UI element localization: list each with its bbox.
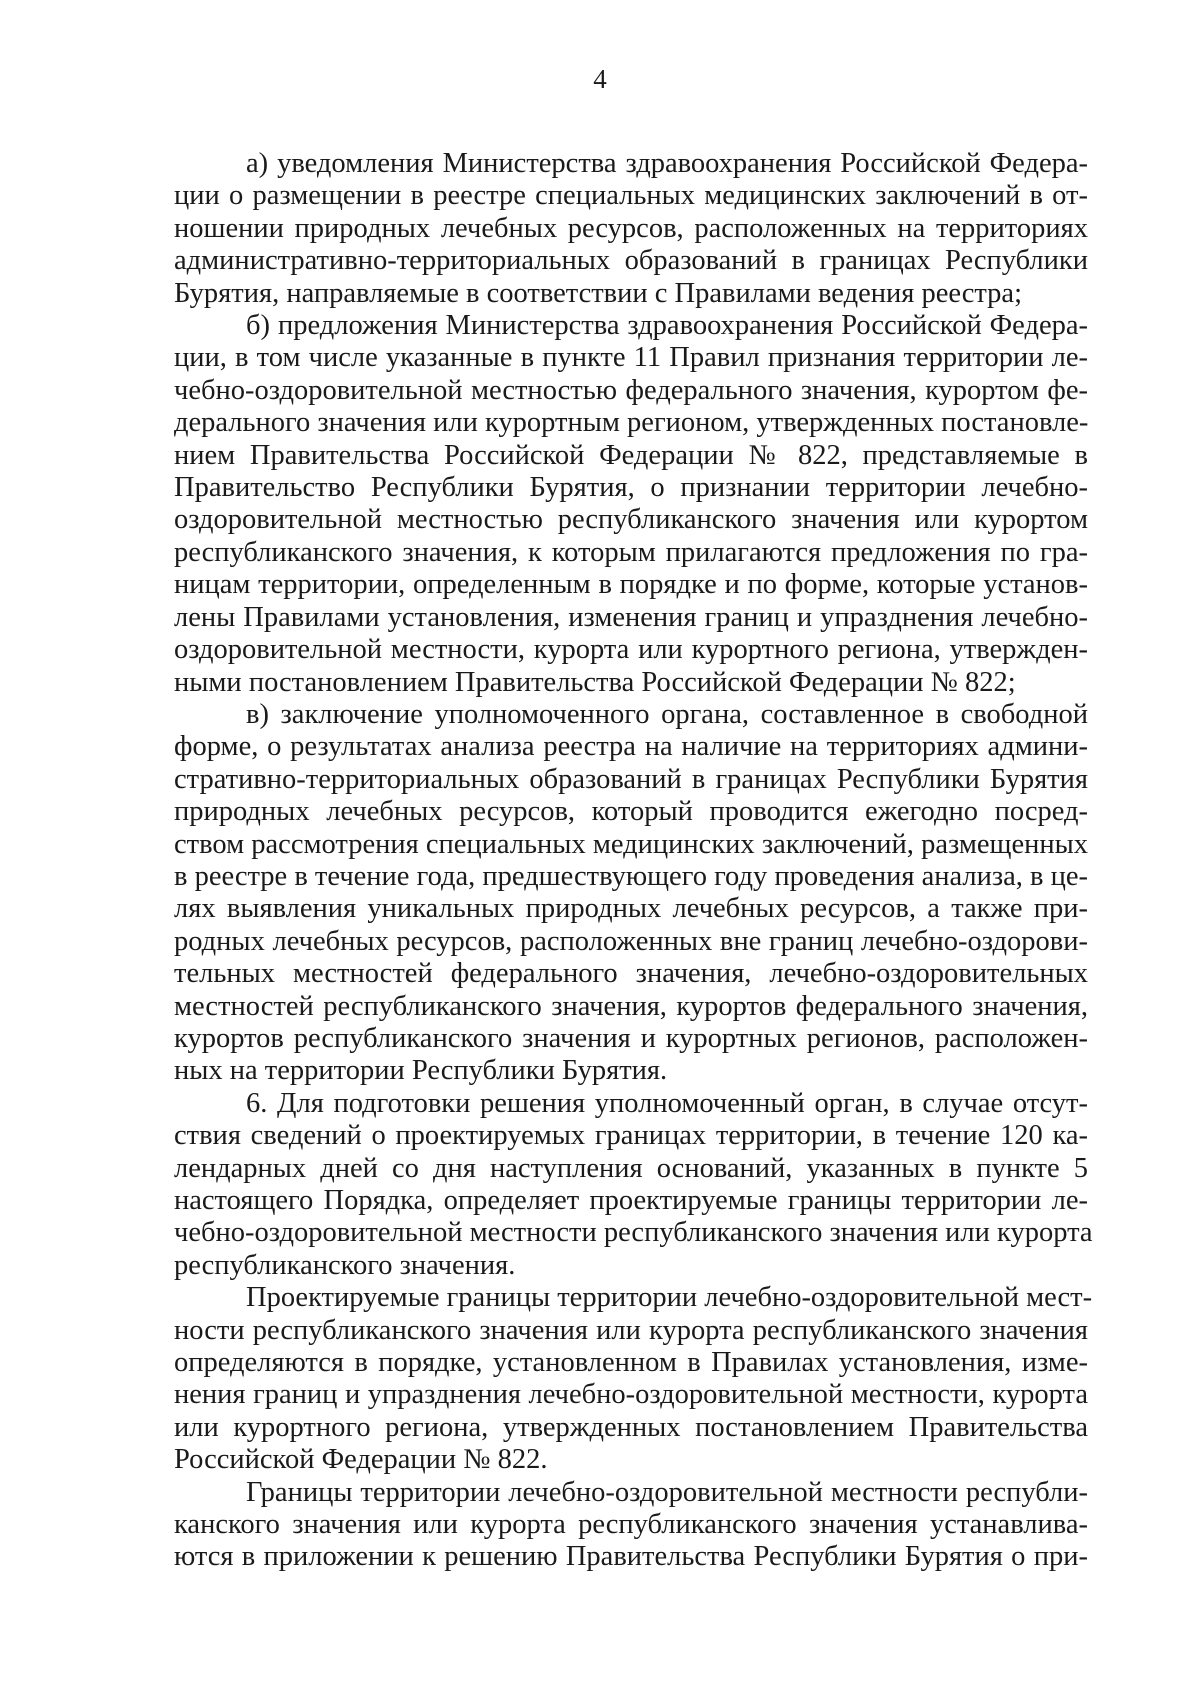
text-line: Бурятия, направляемые в соответствии с Правилами ведения реестра;: [174, 277, 1023, 309]
text-line: в) заключение уполномоченного органа, составленное в свободной: [246, 698, 1088, 730]
text-line: канского значения или курорта республиканского значения устанавлива-: [174, 1509, 1088, 1541]
text-line: дерального значения или курортным регионом, утвержденных постановле-: [174, 407, 1089, 439]
paragraph-point-6: [174, 1087, 1093, 1282]
text-line: лены Правилами установления, изменения границ и упразднения лечебно-: [174, 601, 1088, 633]
text-line: 6. Для подготовки решения уполномоченный орган, в случае отсут-: [246, 1087, 1088, 1119]
text-line: ствия сведений о проектируемых границах территории, в течение 120 ка-: [174, 1120, 1088, 1152]
text-line: курортов республиканского значения и курортных регионов, расположен-: [174, 1022, 1088, 1054]
text-line: ции, в том числе указанные в пункте 11 Правил признания территории ле-: [174, 342, 1088, 374]
text-line: Правительство Республики Бурятия, о признании территории лечебно-: [174, 472, 1088, 504]
text-line: родных лечебных ресурсов, расположенных вне границ лечебно-оздорови-: [174, 925, 1088, 957]
text-line: Границы территории лечебно-оздоровительной местности республи-: [246, 1476, 1088, 1508]
page-number: 4: [593, 64, 607, 94]
document-body: [174, 148, 1093, 1574]
paragraph-item-b: [174, 310, 1088, 699]
text-line: республиканского значения.: [174, 1249, 516, 1281]
paragraph-item-c: [174, 699, 1088, 1088]
text-line: нием Правительства Российской Федерации № 822, представляемые в: [174, 439, 1088, 471]
text-line: ности республиканского значения или курорта республиканского значения: [174, 1314, 1088, 1346]
text-line: Проектируемые границы территории лечебно-оздоровительной мест-: [246, 1282, 1093, 1314]
text-line: лендарных дней со дня наступления оснований, указанных в пункте 5: [174, 1152, 1088, 1184]
text-line: лях выявления уникальных природных лечебных ресурсов, а также при-: [174, 893, 1088, 925]
text-line: ношении природных лечебных ресурсов, расположенных на территориях: [174, 212, 1088, 244]
text-line: чебно-оздоровительной местности республиканского значения или курорта: [174, 1217, 1093, 1249]
text-line: нения границ и упразднения лечебно-оздоровительной местности, курорта: [174, 1379, 1088, 1411]
text-line: ются в приложении к решению Правительства Республики Бурятия о при-: [174, 1541, 1088, 1573]
text-line: б) предложения Министерства здравоохранения Российской Федера-: [246, 310, 1088, 342]
text-line: природных лечебных ресурсов, который проводится ежегодно посред-: [174, 796, 1088, 828]
paragraph-borders-established: [174, 1477, 1088, 1574]
text-line: настоящего Порядка, определяет проектируемые границы территории ле-: [174, 1185, 1088, 1216]
paragraph-projected-borders: [174, 1282, 1093, 1476]
text-line: республиканского значения, к которым прилагаются предложения по гра-: [174, 536, 1088, 568]
text-line: определяются в порядке, установленном в Правилах установления, изме-: [174, 1347, 1088, 1379]
text-line: в реестре в течение года, предшествующего году проведения анализа, в це-: [174, 860, 1088, 892]
text-line: административно-территориальных образований в границах Республики: [174, 245, 1088, 277]
text-line: или курортного региона, утвержденных постановлением Правительства: [174, 1411, 1088, 1443]
text-line: оздоровительной местностью республиканского значения или курортом: [174, 504, 1088, 536]
text-line: стративно-территориальных образований в границах Республики Бурятия: [174, 763, 1088, 795]
text-line: тельных местностей федерального значения, лечебно-оздоровительных: [174, 958, 1088, 990]
text-line: а) уведомления Министерства здравоохранения Российской Федера-: [246, 148, 1088, 179]
text-line: ством рассмотрения специальных медицинских заключений, размещенных: [174, 828, 1088, 860]
paragraph-item-a: [174, 148, 1088, 310]
text-line: ных на территории Республики Бурятия.: [174, 1055, 668, 1087]
text-line: чебно-оздоровительной местностью федерального значения, курортом фе-: [174, 374, 1088, 406]
text-line: местностей республиканского значения, курортов федерального значения,: [174, 990, 1088, 1022]
text-line: ции о размещении в реестре специальных медицинских заключений в от-: [174, 180, 1088, 212]
text-line: форме, о результатах анализа реестра на наличие на территориях админи-: [174, 731, 1088, 763]
text-line: Российской Федерации № 822.: [174, 1444, 548, 1476]
text-line: ницам территории, определенным в порядке и по форме, которые установ-: [174, 569, 1088, 601]
text-line: оздоровительной местности, курорта или курортного региона, утвержден-: [174, 634, 1088, 666]
text-line: ными постановлением Правительства Российской Федерации № 822;: [174, 666, 1016, 698]
